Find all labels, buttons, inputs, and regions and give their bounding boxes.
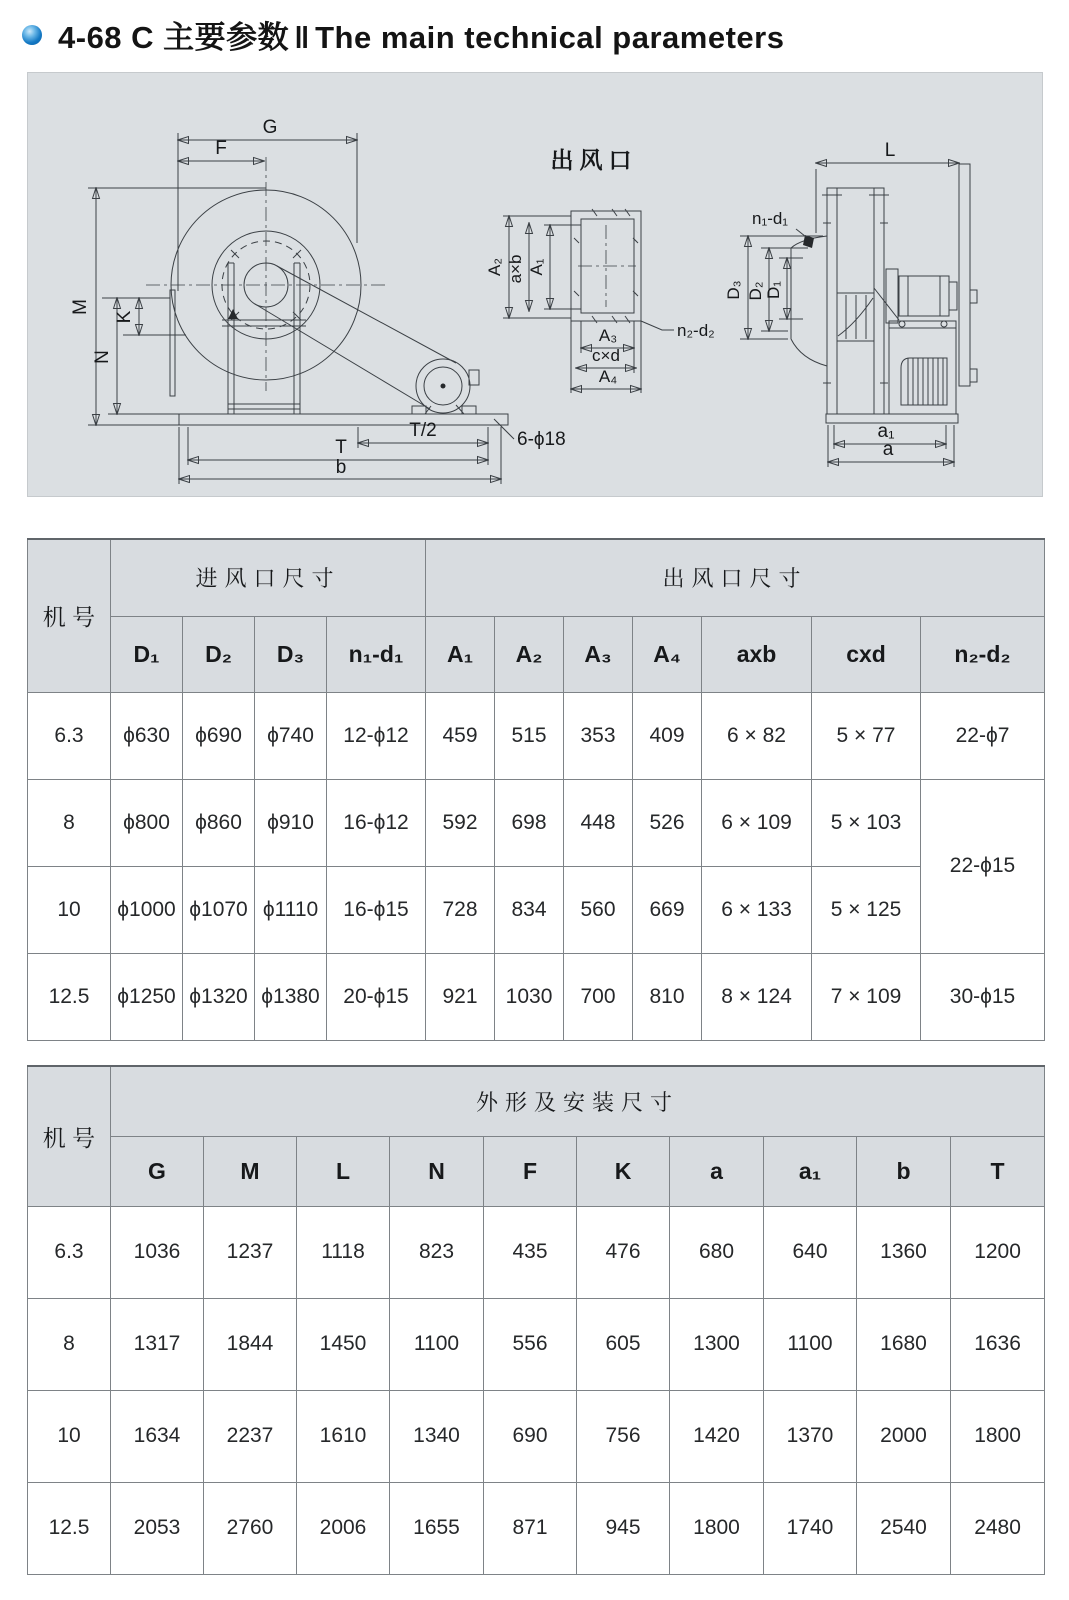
t1-col-A2: A₂ — [495, 616, 564, 692]
page-title-row — [22, 12, 784, 57]
dim-label-D2: D₂ — [746, 281, 765, 301]
t2-r0-no: 6.3 — [28, 1206, 111, 1298]
t1-r1-D3: ϕ910 — [255, 779, 327, 866]
t1-col-D2: D₂ — [183, 616, 255, 692]
dim-label-axb: a×b — [506, 254, 525, 284]
t2-header-column-row — [28, 1136, 1045, 1206]
outlet-view-title: 出风口 — [550, 147, 638, 173]
dim-label-A4: A₄ — [598, 367, 618, 386]
dim-label-G: G — [262, 117, 278, 138]
t2-r2-K: 756 — [577, 1390, 670, 1482]
t2-r2-N: 1340 — [390, 1390, 484, 1482]
t1-r2-D1: ϕ1000 — [111, 866, 183, 953]
t2-r1-N: 1100 — [390, 1298, 484, 1390]
t2-r0-F: 435 — [484, 1206, 577, 1298]
t1-row-8 — [28, 779, 1045, 866]
t2-r0-M: 1237 — [204, 1206, 297, 1298]
t2-r0-G: 1036 — [111, 1206, 204, 1298]
t2-r1-a1: 1100 — [764, 1298, 857, 1390]
fan-dimension-drawing — [28, 73, 1042, 496]
t2-row-8 — [28, 1298, 1045, 1390]
t1-r0-D1: ϕ630 — [111, 692, 183, 779]
t1-r0-D2: ϕ690 — [183, 692, 255, 779]
t1-r1-D1: ϕ800 — [111, 779, 183, 866]
t1-r2-A3: 560 — [564, 866, 633, 953]
t2-r3-T: 2480 — [951, 1482, 1045, 1574]
t1-r3-A3: 700 — [564, 953, 633, 1040]
t2-col-M: M — [204, 1136, 297, 1206]
t1-corner-header: 机 号 — [28, 539, 111, 692]
t1-r0-A4: 409 — [633, 692, 702, 779]
t2-r1-K: 605 — [577, 1298, 670, 1390]
t2-r2-a1: 1370 — [764, 1390, 857, 1482]
t1-r1-A4: 526 — [633, 779, 702, 866]
t1-row-10 — [28, 866, 1045, 953]
dim-label-foundation-bolts: 6-ϕ18 — [517, 429, 566, 450]
t1-col-A4: A₄ — [633, 616, 702, 692]
t2-r3-F: 871 — [484, 1482, 577, 1574]
t2-r1-no: 8 — [28, 1298, 111, 1390]
t2-row-10 — [28, 1390, 1045, 1482]
t2-row-6.3 — [28, 1206, 1045, 1298]
t1-r0-A2: 515 — [495, 692, 564, 779]
t2-r0-N: 823 — [390, 1206, 484, 1298]
t2-r0-b: 1360 — [857, 1206, 951, 1298]
t1-r0-n1-d1: 12-ϕ12 — [327, 692, 426, 779]
dim-label-N: N — [92, 350, 113, 364]
title-bullet-icon — [22, 25, 42, 45]
title-en: The main technical parameters — [315, 20, 785, 55]
t1-r1-no: 8 — [28, 779, 111, 866]
dimension-diagram-panel — [27, 72, 1043, 497]
t2-r2-M: 2237 — [204, 1390, 297, 1482]
t2-col-a1: a₁ — [764, 1136, 857, 1206]
t2-r3-G: 2053 — [111, 1482, 204, 1574]
t2-r3-N: 1655 — [390, 1482, 484, 1574]
t1-r1-n1-d1: 16-ϕ12 — [327, 779, 426, 866]
t1-r3-n1-d1: 20-ϕ15 — [327, 953, 426, 1040]
t1-r0-axb: 6 × 82 — [702, 692, 812, 779]
t1-row-12.5 — [28, 953, 1045, 1040]
t2-r3-M: 2760 — [204, 1482, 297, 1574]
dim-label-b: b — [335, 457, 347, 478]
t1-r3-A1: 921 — [426, 953, 495, 1040]
t1-r3-D1: ϕ1250 — [111, 953, 183, 1040]
t2-r2-b: 2000 — [857, 1390, 951, 1482]
t1-r1-axb: 6 × 109 — [702, 779, 812, 866]
t2-r2-G: 1634 — [111, 1390, 204, 1482]
t2-r1-G: 1317 — [111, 1298, 204, 1390]
t1-col-D3: D₃ — [255, 616, 327, 692]
t2-corner-header: 机 号 — [28, 1066, 111, 1206]
t1-col-cxd: cxd — [812, 616, 921, 692]
t1-r1-A2: 698 — [495, 779, 564, 866]
t1-r3-no: 12.5 — [28, 953, 111, 1040]
t2-col-b: b — [857, 1136, 951, 1206]
t1-r2-D3: ϕ1110 — [255, 866, 327, 953]
t1-col-A3: A₃ — [564, 616, 633, 692]
t1-r3-A4: 810 — [633, 953, 702, 1040]
t1-r0-no: 6.3 — [28, 692, 111, 779]
t2-col-L: L — [297, 1136, 390, 1206]
t1-col-axb: axb — [702, 616, 812, 692]
dim-label-M: M — [70, 299, 91, 315]
t1-r1-A1: 592 — [426, 779, 495, 866]
overall-mounting-dimensions-table — [27, 1065, 1045, 1575]
t2-col-K: K — [577, 1136, 670, 1206]
dim-label-F: F — [215, 138, 227, 159]
dim-label-cxd: c×d — [592, 346, 620, 365]
t2-r2-no: 10 — [28, 1390, 111, 1482]
inlet-outlet-dimensions-table — [27, 538, 1045, 1041]
t2-r1-a: 1300 — [670, 1298, 764, 1390]
t2-r0-a: 680 — [670, 1206, 764, 1298]
t2-col-a: a — [670, 1136, 764, 1206]
t2-r0-a1: 640 — [764, 1206, 857, 1298]
t2-col-T: T — [951, 1136, 1045, 1206]
dim-label-T: T — [335, 437, 347, 458]
t2-r3-a1: 1740 — [764, 1482, 857, 1574]
t1-r1-D2: ϕ860 — [183, 779, 255, 866]
title-divider: ‖ — [294, 20, 311, 55]
t1-r0-D3: ϕ740 — [255, 692, 327, 779]
t2-r3-a: 1800 — [670, 1482, 764, 1574]
t1-r3-D3: ϕ1380 — [255, 953, 327, 1040]
dim-label-A1: A₁ — [527, 258, 546, 276]
t2-r3-K: 945 — [577, 1482, 670, 1574]
t2-r1-b: 1680 — [857, 1298, 951, 1390]
dim-label-a: a — [882, 439, 894, 460]
t2-row-12.5 — [28, 1482, 1045, 1574]
t1-group-outlet: 出风口尺寸 — [426, 539, 1045, 616]
t2-r1-F: 556 — [484, 1298, 577, 1390]
t2-col-G: G — [111, 1136, 204, 1206]
t2-r3-L: 2006 — [297, 1482, 390, 1574]
t1-col-n2-d2: n₂-d₂ — [921, 616, 1045, 692]
t1-r2-n1-d1: 16-ϕ15 — [327, 866, 426, 953]
t1-r1-cxd: 5 × 103 — [812, 779, 921, 866]
t2-header-group-row — [28, 1066, 1045, 1136]
t1-r1-n2-d2-merged: 22-ϕ15 — [921, 779, 1045, 953]
t1-r0-n2-d2: 22-ϕ7 — [921, 692, 1045, 779]
dim-label-n2-d2: n₂-d₂ — [677, 321, 715, 340]
outlet-flange-view — [485, 147, 715, 393]
t2-r1-T: 1636 — [951, 1298, 1045, 1390]
t2-col-F: F — [484, 1136, 577, 1206]
t1-header-group-row — [28, 539, 1045, 616]
t1-r2-D2: ϕ1070 — [183, 866, 255, 953]
dim-label-A2: A₂ — [485, 258, 504, 276]
title-zh: 4-68 C 主要参数 — [58, 20, 290, 55]
t1-r2-cxd: 5 × 125 — [812, 866, 921, 953]
t2-r3-b: 2540 — [857, 1482, 951, 1574]
t1-r2-A1: 728 — [426, 866, 495, 953]
t1-col-A1: A₁ — [426, 616, 495, 692]
front-view — [70, 117, 566, 484]
t1-r2-A4: 669 — [633, 866, 702, 953]
t2-col-N: N — [390, 1136, 484, 1206]
t1-header-column-row — [28, 616, 1045, 692]
t1-r3-D2: ϕ1320 — [183, 953, 255, 1040]
t2-r1-M: 1844 — [204, 1298, 297, 1390]
t2-r3-no: 12.5 — [28, 1482, 111, 1574]
dim-label-L: L — [884, 140, 896, 161]
t1-col-D1: D₁ — [111, 616, 183, 692]
dim-label-n1-d1: n₁-d₁ — [752, 209, 789, 228]
dim-label-D3: D₃ — [724, 280, 743, 300]
t2-r1-L: 1450 — [297, 1298, 390, 1390]
t1-r3-axb: 8 × 124 — [702, 953, 812, 1040]
t2-r0-L: 1118 — [297, 1206, 390, 1298]
t2-r2-T: 1800 — [951, 1390, 1045, 1482]
t2-r0-K: 476 — [577, 1206, 670, 1298]
dim-label-D1: D₁ — [764, 280, 783, 300]
t1-col-n1-d1: n₁-d₁ — [327, 616, 426, 692]
t1-r0-A3: 353 — [564, 692, 633, 779]
dim-label-T-half: T/2 — [409, 420, 437, 441]
t1-r3-cxd: 7 × 109 — [812, 953, 921, 1040]
t1-group-inlet: 进风口尺寸 — [111, 539, 426, 616]
t2-r0-T: 1200 — [951, 1206, 1045, 1298]
t1-r3-n2-d2: 30-ϕ15 — [921, 953, 1045, 1040]
t2-r2-a: 1420 — [670, 1390, 764, 1482]
t1-r2-axb: 6 × 133 — [702, 866, 812, 953]
t1-r2-no: 10 — [28, 866, 111, 953]
side-view — [724, 140, 977, 467]
t1-row-6.3 — [28, 692, 1045, 779]
t2-group-overall: 外形及安装尺寸 — [111, 1066, 1045, 1136]
t1-r0-cxd: 5 × 77 — [812, 692, 921, 779]
t1-r3-A2: 1030 — [495, 953, 564, 1040]
dim-label-A3: A₃ — [598, 326, 618, 345]
t1-r2-A2: 834 — [495, 866, 564, 953]
page-title — [58, 12, 784, 57]
t2-r2-L: 1610 — [297, 1390, 390, 1482]
t1-r0-A1: 459 — [426, 692, 495, 779]
dim-label-K: K — [114, 310, 135, 324]
t1-r1-A3: 448 — [564, 779, 633, 866]
t2-r2-F: 690 — [484, 1390, 577, 1482]
dim-label-a1: a₁ — [877, 421, 895, 442]
